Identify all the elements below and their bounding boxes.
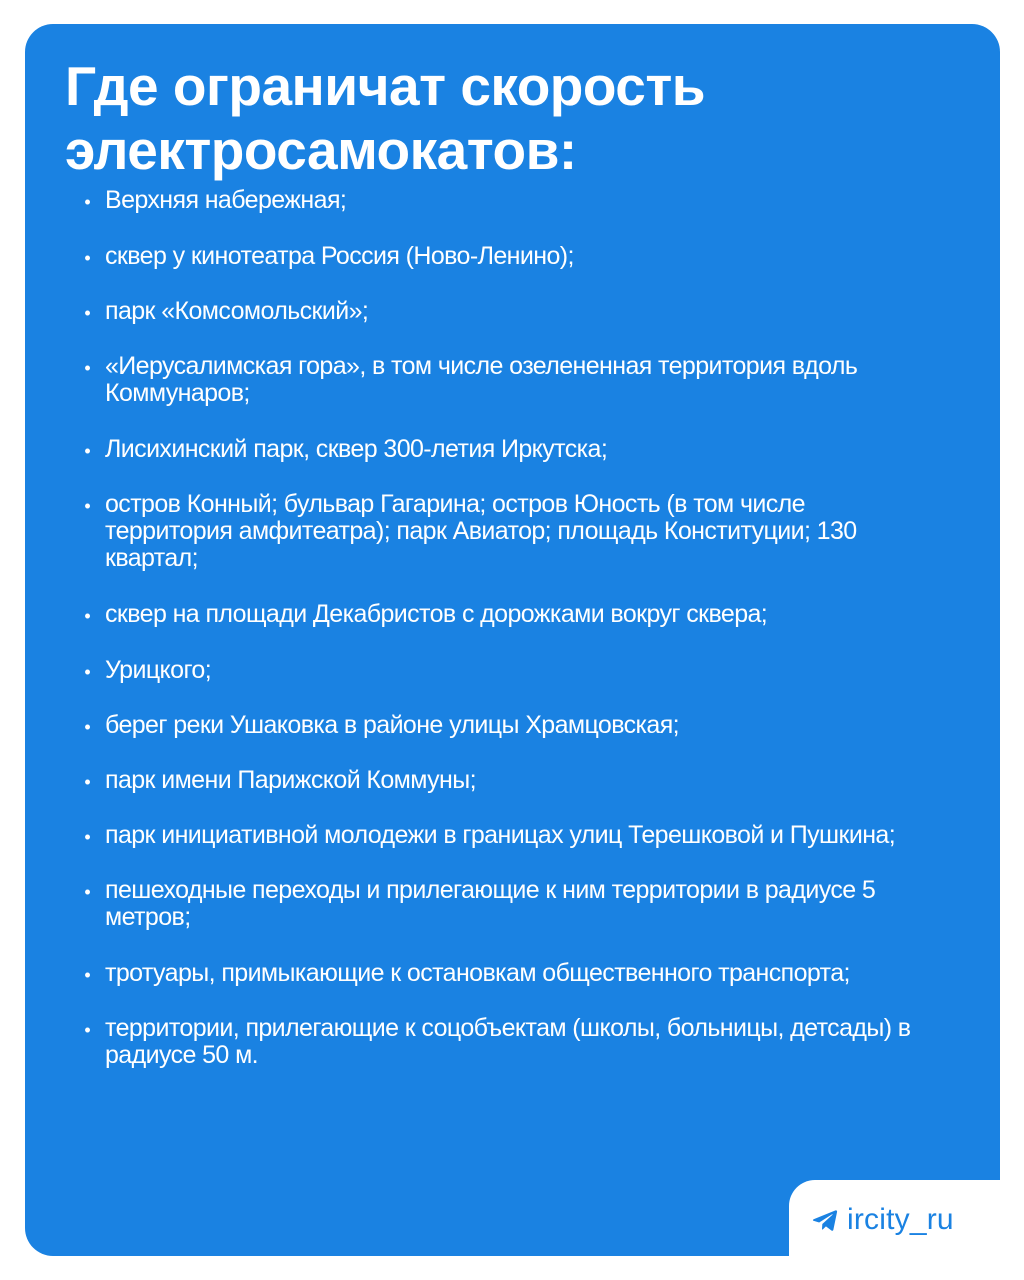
bullet-icon: • (84, 303, 91, 323)
bullet-icon: • (84, 772, 91, 792)
list-item-text: Лисихинский парк, сквер 300-летия Иркутска; (105, 435, 608, 463)
bullet-icon: • (84, 358, 91, 378)
bullet-icon: • (84, 662, 91, 682)
bullet-icon: • (84, 717, 91, 737)
bullet-icon: • (84, 248, 91, 268)
bullet-icon: • (84, 1020, 91, 1040)
list-item-text: «Иерусалимская гора», в том числе озелененная территория вдоль Коммунаров; (105, 352, 858, 407)
bullet-icon: • (84, 496, 91, 516)
page-title: Где ограничат скорость электросамокатов: (65, 55, 706, 181)
list-item-text: парк инициативной молодежи в границах улиц Терешковой и Пушкина; (105, 821, 896, 849)
info-card (25, 24, 1000, 1256)
list-item-text: парк «Комсомольский»; (105, 297, 369, 325)
list-item-text: Урицкого; (105, 656, 212, 684)
list-item-text: остров Конный; бульвар Гагарина; остров Юность (в том числе территория амфитеатра); парк Авиатор; площадь Конституции; 130 квартал; (105, 490, 857, 572)
brand-handle: ircity_ru (847, 1203, 954, 1236)
bullet-icon: • (84, 606, 91, 626)
brand-link[interactable] (811, 1200, 954, 1240)
list-item-text: тротуары, примыкающие к остановкам общественного транспорта; (105, 959, 850, 987)
bullet-icon: • (84, 192, 91, 212)
list-item-text: пешеходные переходы и прилегающие к ним территории в радиусе 5 метров; (105, 876, 876, 931)
bullet-icon: • (84, 965, 91, 985)
list-item-text: территории, прилегающие к соцобъектам (школы, больницы, детсады) в радиусе 50 м. (105, 1014, 911, 1069)
list-item-text: сквер у кинотеатра Россия (Ново-Ленино); (105, 242, 574, 270)
bullet-icon: • (84, 827, 91, 847)
bullet-icon: • (84, 441, 91, 461)
bullet-icon: • (84, 882, 91, 902)
telegram-icon (811, 1206, 839, 1234)
list-item-text: Верхняя набережная; (105, 186, 347, 214)
brand-badge (789, 1180, 1024, 1264)
list-item-text: парк имени Парижской Коммуны; (105, 766, 476, 794)
list-item-text: берег реки Ушаковка в районе улицы Храмцовская; (105, 711, 680, 739)
list-item-text: сквер на площади Декабристов с дорожками вокруг сквера; (105, 600, 768, 628)
